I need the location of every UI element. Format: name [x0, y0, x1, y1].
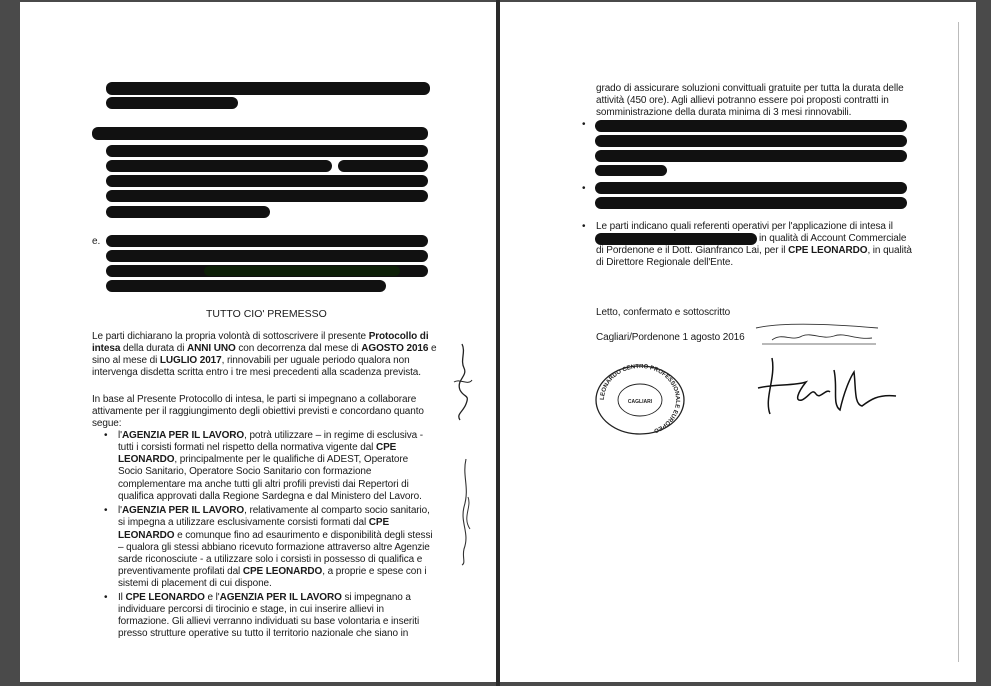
- redaction-bar: [595, 233, 757, 245]
- bullet-line: di Direttore Regionale dell'Ente.: [596, 257, 734, 268]
- page-edge-line: [958, 22, 959, 662]
- redaction-bar: [106, 250, 428, 262]
- bullet-line: l'AGENZIA PER IL LAVORO, relativamente al comparto socio sanitario,: [118, 505, 430, 516]
- bullet-dot: •: [582, 221, 586, 232]
- stamp-outer-text: LEONARDO CENTRO PROFESSIONALE EUROPEO: [599, 364, 681, 434]
- paragraph-line: intervenga disdetta scritta entro i tre mesi precedenti alla scadenza prevista.: [92, 367, 421, 378]
- redaction-bar: [595, 165, 667, 176]
- redaction-bar: [595, 182, 907, 194]
- bullet-line: LEONARDO, principalmente per le qualifiche di ADEST, Operatore: [118, 454, 409, 465]
- redaction-bar: [595, 150, 907, 162]
- redaction-bar: [106, 175, 428, 187]
- signature-top: [752, 318, 882, 348]
- bullet-line: l'AGENZIA PER IL LAVORO, potrà utilizzare – in regime di esclusiva -: [118, 430, 424, 441]
- left-page: [20, 2, 496, 682]
- margin-signature: [450, 457, 480, 567]
- bullet-line: LEONARDO e comunque fino ad esaurimento e disponibilità degli stessi: [118, 530, 433, 541]
- bullet-dot: •: [582, 183, 586, 194]
- confirmation-text: Letto, confermato e sottoscritto: [596, 307, 731, 318]
- paragraph-line: sino al mese di LUGLIO 2017, rinnovabili per uguale periodo qualora non: [92, 355, 410, 366]
- paragraph-line: segue:: [92, 418, 122, 429]
- bullet-line: di Pordenone e il Dott. Gianfranco Lai, per il CPE LEONARDO, in qualità: [596, 245, 912, 256]
- paragraph-line: attivamente per il raggiungimento degli obiettivi previsti e concordano quanto: [92, 406, 424, 417]
- redacted-item-letter: e.: [92, 236, 101, 247]
- bullet-line: sistemi di placement di cui dispone.: [118, 578, 272, 589]
- redaction-bar: [106, 206, 270, 218]
- redaction-bar: [106, 190, 428, 202]
- bullet-dot: •: [582, 119, 586, 130]
- redaction-bar: [106, 280, 386, 292]
- redaction-bar: [338, 160, 428, 172]
- redaction-bar: [595, 135, 907, 147]
- bullet-line: Il CPE LEONARDO e l'AGENZIA PER IL LAVORO si impegnano a: [118, 592, 411, 603]
- redaction-bar: [106, 235, 428, 247]
- redaction-bar: [106, 160, 332, 172]
- bullet-line: qualifica approvati dalla Regione Sardegna e dal Ministero del Lavoro.: [118, 491, 422, 502]
- bullet-dot: •: [104, 592, 108, 603]
- paragraph-line: Le parti dichiarano la propria volontà di sottoscrivere il presente Protocollo di: [92, 331, 429, 342]
- paragraph-line: intesa della durata di ANNI UNO con decorrenza dal mese di AGOSTO 2016 e: [92, 343, 437, 354]
- stamp-inner-text: CAGLIARI: [627, 399, 653, 405]
- main-signature: [754, 348, 904, 428]
- section-title: TUTTO CIO' PREMESSO: [206, 308, 327, 320]
- redaction-bar: [106, 82, 430, 95]
- bullet-dot: •: [104, 505, 108, 516]
- bullet-line: in qualità di Account Commerciale: [759, 233, 907, 244]
- organization-stamp: [592, 364, 688, 436]
- paragraph-line: attività (450 ore). Agli allievi potranno essere poi proposti contratti in: [596, 95, 889, 106]
- margin-signature: [448, 342, 478, 422]
- paragraph-line: grado di assicurare soluzioni convittuali gratuite per tutta la durata delle: [596, 83, 904, 94]
- bullet-dot: •: [104, 430, 108, 441]
- bullet-line: complementare ma anche tutti gli altri profili previsti dai Repertori di: [118, 479, 409, 490]
- redaction-bar: [92, 127, 428, 140]
- bullet-line: individuare percorsi di tirocinio e stage, in cui inserire allievi in: [118, 604, 385, 615]
- place-date: Cagliari/Pordenone 1 agosto 2016: [596, 332, 745, 343]
- bullet-line: presso strutture operative su tutto il territorio nazionale che siano in: [118, 628, 409, 639]
- bullet-line: – qualora gli stessi abbiano ricevuto formazione attraverso altre Agenzie: [118, 542, 430, 553]
- redaction-bar: [106, 145, 428, 157]
- bullet-line: sarde riconosciute - a utilizzare solo i corsisti in possesso di qualifica e: [118, 554, 423, 565]
- bullet-line: si impegna a utilizzare esclusivamente corsisti formati dal CPE: [118, 517, 390, 528]
- bullet-line: tutti i corsisti formati nel rispetto della normativa vigente dal CPE: [118, 442, 397, 453]
- redaction-bar: [595, 120, 907, 132]
- redaction-bar: [595, 197, 907, 209]
- bullet-line: preventivamente profilati dal CPE LEONARDO, a proprie e spese con i: [118, 566, 427, 577]
- redaction-bar: [204, 266, 400, 276]
- paragraph-line: somministrazione della durata minima di 3 mesi rinnovabili.: [596, 107, 852, 118]
- bullet-line: formazione. Gli allievi verranno individuati su base volontaria e inseriti: [118, 616, 420, 627]
- bullet-line: Socio Sanitario, Operatore Socio Sanitario con formazione: [118, 466, 372, 477]
- redaction-bar: [106, 97, 238, 109]
- paragraph-line: In base al Presente Protocollo di intesa, le parti si impegnano a collaborare: [92, 394, 417, 405]
- bullet-line: Le parti indicano quali referenti operativi per l'applicazione di intesa il: [596, 221, 893, 232]
- right-page: [500, 2, 976, 682]
